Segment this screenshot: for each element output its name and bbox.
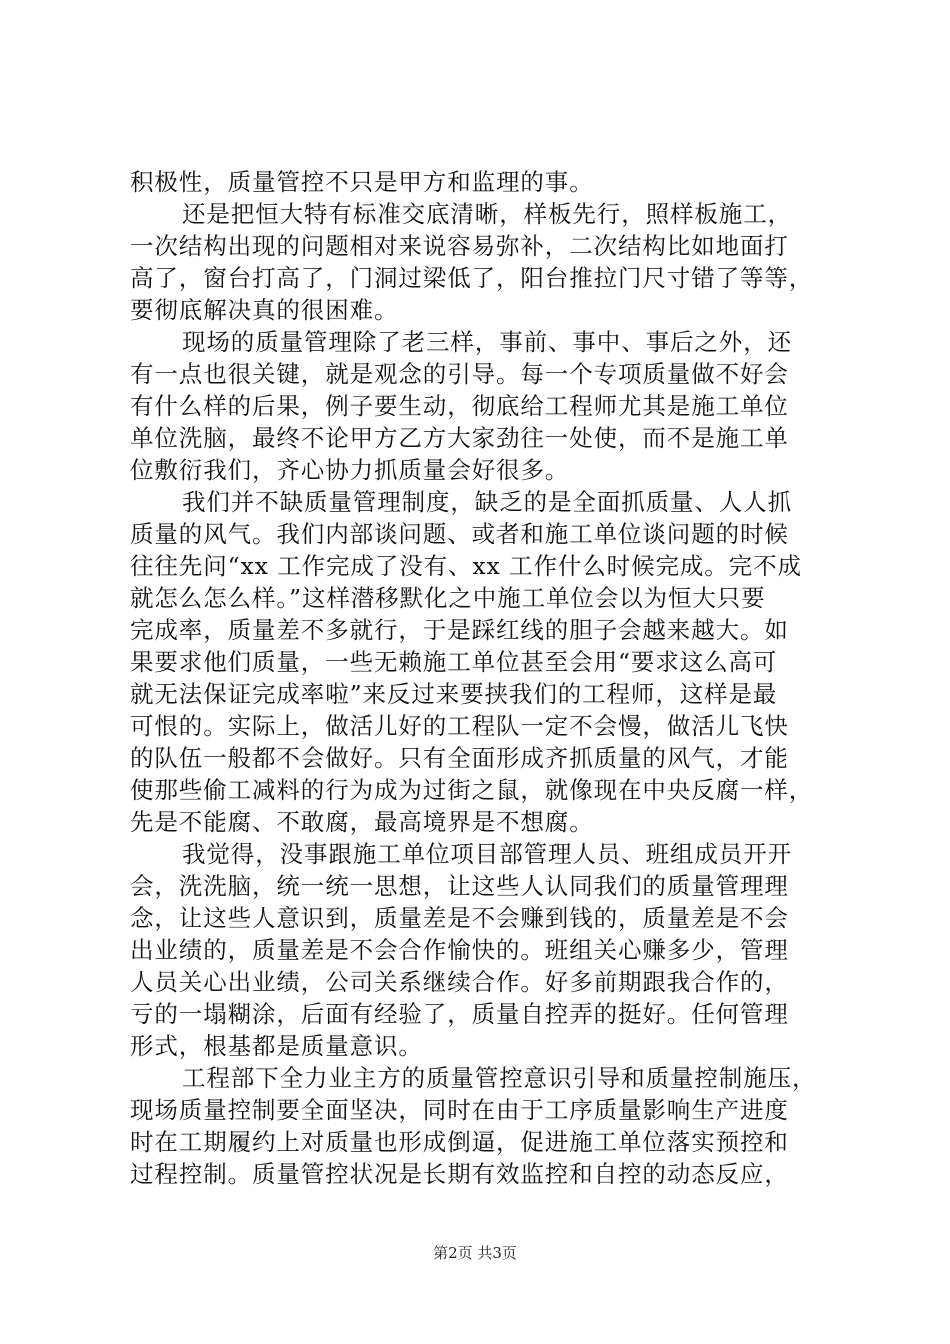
text-line: 可恨的。实际上，做活儿好的工程队一定不会慢，做活儿飞快	[130, 712, 789, 740]
text-line: 就无法保证完成率啦”来反过来要挟我们的工程师，这样是最	[130, 680, 778, 708]
text-line: 亏的一塌糊涂，后面有经验了，质量自控弄的挺好。任何管理	[130, 1000, 789, 1028]
text-line: 有一点也很关键，就是观念的引导。每一个专项质量做不好会	[130, 360, 789, 388]
text-line: 出业绩的，质量差是不会合作愉快的。班组关心赚多少，管理	[130, 936, 789, 964]
text-line: 时在工期履约上对质量也形成倒逼，促进施工单位落实预控和	[130, 1128, 789, 1156]
text-line: 会，洗洗脑，统一统一思想，让这些人认同我们的质量管理理	[130, 872, 789, 900]
text-line: 我觉得，没事跟施工单位项目部管理人员、班组成员开开	[182, 840, 792, 868]
text-line: 完成率，质量差不多就行，于是踩红线的胆子会越来越大。如	[130, 616, 789, 644]
text-line: 高了，窗台打高了，门洞过梁低了，阳台推拉门尺寸错了等等，	[130, 264, 814, 292]
text-line: 先是不能腐、不敢腐，最高境界是不想腐。	[130, 808, 594, 836]
text-line: 一次结构出现的问题相对来说容易弥补，二次结构比如地面打	[130, 232, 789, 260]
text-line: 要彻底解决真的很困难。	[130, 296, 399, 324]
text-line: 就怎么怎么样。”这样潜移默化之中施工单位会以为恒大只要	[130, 584, 766, 612]
text-line: 过程控制。质量管控状况是长期有效监控和自控的动态反应，	[130, 1160, 789, 1188]
text-line: 念，让这些人意识到，质量差是不会赚到钱的，质量差是不会	[130, 904, 789, 932]
text-line: 我们并不缺质量管理制度，缺乏的是全面抓质量、人人抓	[182, 488, 792, 516]
text-line: 位敷衍我们，齐心协力抓质量会好很多。	[130, 456, 570, 484]
text-line: 形式，根基都是质量意识。	[130, 1032, 423, 1060]
text-line: 往往先问“xx 工作完成了没有、xx 工作什么时候完成。完不成	[130, 552, 802, 580]
document-body	[130, 166, 830, 1190]
text-line: 使那些偷工减料的行为成为过街之鼠，就像现在中央反腐一样，	[130, 776, 814, 804]
text-line: 人员关心出业绩，公司关系继续合作。好多前期跟我合作的，	[130, 968, 789, 996]
text-line: 单位洗脑，最终不论甲方乙方大家劲往一处使，而不是施工单	[130, 424, 789, 452]
text-line: 果要求他们质量，一些无赖施工单位甚至会用“要求这么高可	[130, 648, 778, 676]
text-line: 还是把恒大特有标准交底清晰，样板先行，照样板施工，	[182, 200, 792, 228]
text-line: 有什么样的后果，例子要生动，彻底给工程师尤其是施工单位	[130, 392, 789, 420]
text-line: 现场质量控制要全面坚决，同时在由于工序质量影响生产进度	[130, 1096, 789, 1124]
text-line: 现场的质量管理除了老三样，事前、事中、事后之外，还	[182, 328, 792, 356]
text-line: 积极性，质量管控不只是甲方和监理的事。	[130, 168, 594, 196]
page-footer: 第2页 共3页	[433, 1244, 517, 1262]
text-line: 工程部下全力业主方的质量管控意识引导和质量控制施压，	[182, 1064, 817, 1092]
text-line: 质量的风气。我们内部谈问题、或者和施工单位谈问题的时候	[130, 520, 789, 548]
text-line: 的队伍一般都不会做好。只有全面形成齐抓质量的风气，才能	[130, 744, 789, 772]
